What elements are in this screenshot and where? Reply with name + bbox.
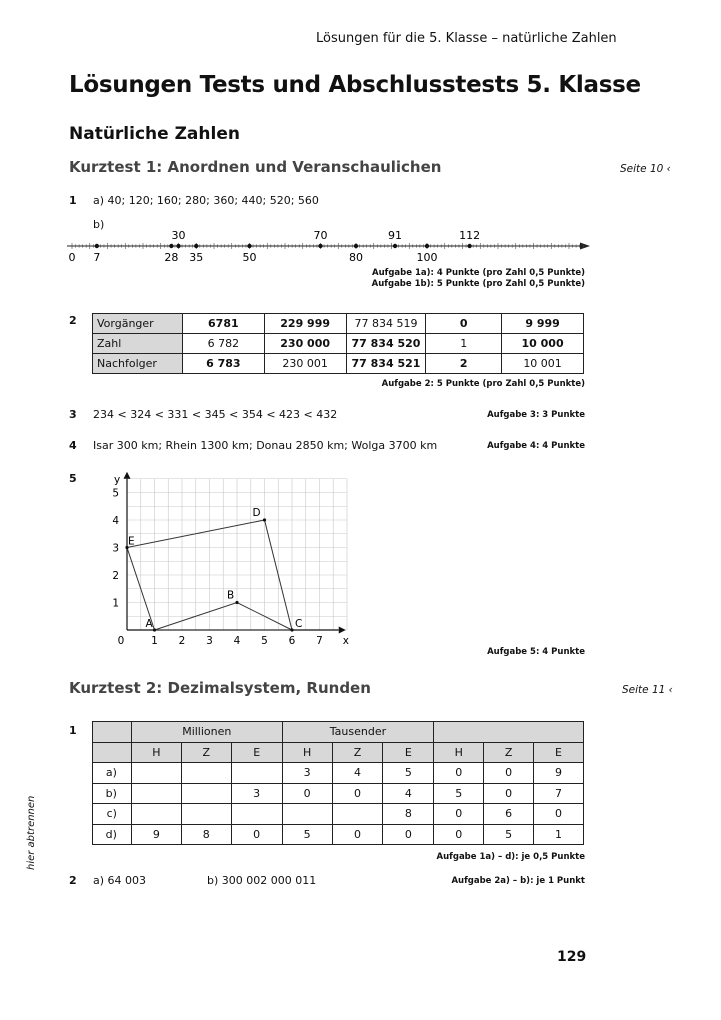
- table-cell: 10 001: [502, 354, 584, 374]
- number-line-label-below: 80: [349, 251, 363, 264]
- number-line-label-above: 112: [459, 229, 481, 242]
- cut-here-note: hier abtrennen: [26, 795, 37, 870]
- table-cell: 8: [181, 824, 231, 845]
- number-line-point: [467, 244, 471, 248]
- page-title: Lösungen Tests und Abschlusstests 5. Klasse: [69, 72, 641, 98]
- x-tick-label: 3: [206, 635, 213, 647]
- table-cell: 3: [231, 783, 282, 804]
- x-tick-label: 7: [316, 635, 323, 647]
- group-header: Tausender: [282, 722, 434, 743]
- number-line-label-below: 0: [68, 251, 76, 264]
- number-line: [62, 226, 602, 266]
- column-header: Z: [332, 742, 383, 763]
- column-header: H: [434, 742, 484, 763]
- number-line-point: [247, 244, 251, 248]
- table-cell: 0: [332, 824, 383, 845]
- y-tick-label: 3: [112, 542, 119, 555]
- task-3-points: Aufgabe 3: 3 Punkte: [487, 410, 585, 420]
- table-row: [93, 824, 584, 845]
- number-line-label-below: 50: [242, 251, 257, 264]
- table-cell: [181, 783, 231, 804]
- task-1b-label: b): [93, 218, 105, 231]
- number-line-point: [95, 244, 99, 248]
- table-cell: 7: [534, 783, 584, 804]
- number-line-label-above: 91: [388, 229, 403, 242]
- number-line-label-below: 100: [416, 251, 438, 264]
- row-label: Vorgänger: [93, 314, 183, 334]
- page-number: 129: [557, 949, 587, 965]
- task-4-points: Aufgabe 4: 4 Punkte: [487, 441, 585, 451]
- task-1-number: 1: [69, 194, 77, 207]
- column-header: H: [282, 742, 332, 763]
- number-line-point: [354, 244, 358, 248]
- table-cell: 6781: [182, 314, 264, 334]
- kt2-task-2a-answer: a) 64 003: [93, 874, 147, 887]
- column-header: H: [131, 742, 181, 763]
- kurztest-1-page-ref: Seite 10 ‹: [620, 163, 671, 175]
- task-2-points: Aufgabe 2: 5 Punkte (pro Zahl 0,5 Punkte): [381, 379, 585, 389]
- point-c: [290, 628, 293, 631]
- table-cell: [231, 763, 282, 784]
- x-tick-label: 2: [178, 635, 186, 647]
- table-cell: [181, 763, 231, 784]
- table-cell: 77 834 521: [346, 354, 426, 374]
- row-label: Zahl: [93, 334, 183, 354]
- x-tick-label: 5: [261, 635, 268, 647]
- point-label-d: D: [252, 507, 261, 519]
- table-cell: 5: [282, 824, 332, 845]
- column-header: E: [231, 742, 282, 763]
- task-3-answer: 234 < 324 < 331 < 345 < 354 < 423 < 432: [93, 408, 338, 421]
- table-cell: [131, 804, 181, 825]
- group-header: [434, 722, 584, 743]
- place-value-table: [92, 721, 584, 845]
- table-cell: 1: [534, 824, 584, 845]
- number-line-label-above: 30: [171, 229, 186, 242]
- number-line-point: [318, 244, 322, 248]
- table-cell: 229 999: [264, 314, 346, 334]
- table-cell: 0: [282, 783, 332, 804]
- table-cell: 0: [332, 783, 383, 804]
- table-cell: [131, 763, 181, 784]
- table-cell: [231, 804, 282, 825]
- table-cell: 6: [484, 804, 534, 825]
- table-cell: 5: [434, 783, 484, 804]
- section-title: Natürliche Zahlen: [69, 124, 240, 144]
- number-line-arrow: [580, 243, 590, 250]
- table-cell: 0: [534, 804, 584, 825]
- table-cell: 77 834 520: [346, 334, 426, 354]
- x-axis-arrow: [339, 627, 346, 634]
- number-line-label-below: 35: [189, 251, 204, 264]
- row-label: b): [93, 783, 132, 804]
- table-cell: 10 000: [502, 334, 584, 354]
- table-cell: [181, 804, 231, 825]
- kt2-task-2-points: Aufgabe 2a) – b): je 1 Punkt: [451, 876, 585, 886]
- table-row: [93, 763, 584, 784]
- row-label: Nachfolger: [93, 354, 183, 374]
- point-label-c: C: [295, 618, 303, 630]
- table-cell: 4: [383, 783, 434, 804]
- number-line-point: [176, 244, 180, 248]
- task-1b-points: Aufgabe 1b): 5 Punkte (pro Zahl 0,5 Punkte): [371, 279, 585, 289]
- x-tick-label: 4: [233, 635, 241, 647]
- running-header: Lösungen für die 5. Klasse – natürliche Zahlen: [316, 31, 617, 46]
- y-tick-label: 4: [112, 515, 119, 527]
- group-header-row: [93, 722, 584, 743]
- table-cell: 0: [383, 824, 434, 845]
- number-line-point: [194, 244, 198, 248]
- point-d: [263, 518, 266, 521]
- column-header: E: [383, 742, 434, 763]
- predecessor-successor-table: [92, 313, 584, 374]
- number-line-point: [425, 244, 429, 248]
- number-line-label-above: 70: [313, 229, 328, 242]
- task-3-number: 3: [69, 408, 77, 421]
- table-cell: 0: [434, 804, 484, 825]
- task-5-points: Aufgabe 5: 4 Punkte: [487, 647, 585, 657]
- row-label: a): [93, 763, 132, 784]
- table-row: [93, 783, 584, 804]
- table-cell: 0: [231, 824, 282, 845]
- column-header-row: [93, 742, 584, 763]
- x-tick-label: 1: [151, 635, 158, 647]
- table-cell: 4: [332, 763, 383, 784]
- task-4-number: 4: [69, 439, 77, 452]
- corner-cell: [93, 722, 132, 743]
- coordinate-grid: [127, 479, 347, 630]
- row-label: d): [93, 824, 132, 845]
- table-cell: [332, 804, 383, 825]
- number-line-point: [169, 244, 173, 248]
- table-cell: 230 000: [264, 334, 346, 354]
- table-cell: 6 782: [182, 334, 264, 354]
- table-cell: 0: [434, 824, 484, 845]
- table-cell: 9: [131, 824, 181, 845]
- table-cell: 6 783: [182, 354, 264, 374]
- kt2-task-2b-answer: b) 300 002 000 011: [207, 874, 317, 887]
- kt2-task-2-number: 2: [69, 874, 77, 887]
- kurztest-2-title: Kurztest 2: Dezimalsystem, Runden: [69, 679, 371, 697]
- point-label-a: A: [145, 618, 153, 630]
- coordinate-system: [100, 468, 349, 648]
- table-row: [93, 354, 584, 374]
- group-header: Millionen: [131, 722, 282, 743]
- column-header: E: [534, 742, 584, 763]
- task-5-number: 5: [69, 472, 77, 485]
- kurztest-2-page-ref: Seite 11 ‹: [622, 684, 673, 696]
- number-line-point: [393, 244, 397, 248]
- y-tick-label: 5: [112, 487, 119, 500]
- column-header: Z: [181, 742, 231, 763]
- point-a: [153, 628, 156, 631]
- table-cell: 3: [282, 763, 332, 784]
- table-cell: 0: [484, 763, 534, 784]
- table-cell: 77 834 519: [346, 314, 426, 334]
- number-line-label-below: 7: [93, 251, 101, 264]
- table-cell: 2: [426, 354, 502, 374]
- corner-cell: [93, 742, 132, 763]
- table-cell: 9 999: [502, 314, 584, 334]
- row-label: c): [93, 804, 132, 825]
- table-row: [93, 334, 584, 354]
- kt2-task-1-points: Aufgabe 1a) – d): je 0,5 Punkte: [436, 852, 585, 862]
- table-cell: 1: [426, 334, 502, 354]
- table-cell: [131, 783, 181, 804]
- x-tick-label: 0: [117, 635, 125, 647]
- table-cell: 230 001: [264, 354, 346, 374]
- task-1a-answer: a) 40; 120; 160; 280; 360; 440; 520; 560: [93, 194, 319, 207]
- kurztest-1-title: Kurztest 1: Anordnen und Veranschaulichen: [69, 158, 442, 176]
- y-tick-label: 2: [112, 570, 119, 582]
- table-cell: 0: [484, 783, 534, 804]
- point-label-e: E: [128, 535, 135, 548]
- x-axis-label: x: [342, 635, 349, 647]
- table-cell: 8: [383, 804, 434, 825]
- table-cell: 0: [426, 314, 502, 334]
- number-line-label-below: 28: [164, 251, 179, 264]
- x-tick-label: 6: [288, 635, 296, 647]
- table-row: [93, 314, 584, 334]
- task-4-answer: Isar 300 km; Rhein 1300 km; Donau 2850 km; Wolga 3700 km: [93, 439, 438, 452]
- table-cell: 5: [484, 824, 534, 845]
- table-cell: 0: [434, 763, 484, 784]
- table-row: [93, 804, 584, 825]
- task-1a-points: Aufgabe 1a): 4 Punkte (pro Zahl 0,5 Punkte): [372, 268, 585, 278]
- table-cell: [282, 804, 332, 825]
- point-label-b: B: [227, 589, 235, 602]
- point-b: [235, 601, 238, 604]
- y-tick-label: 1: [112, 597, 119, 610]
- kt2-task-1-number: 1: [69, 724, 77, 737]
- table-cell: 5: [383, 763, 434, 784]
- column-header: Z: [484, 742, 534, 763]
- task-2-number: 2: [69, 314, 77, 327]
- y-axis-arrow: [124, 472, 131, 479]
- y-axis-label: y: [114, 473, 121, 486]
- table-cell: 9: [534, 763, 584, 784]
